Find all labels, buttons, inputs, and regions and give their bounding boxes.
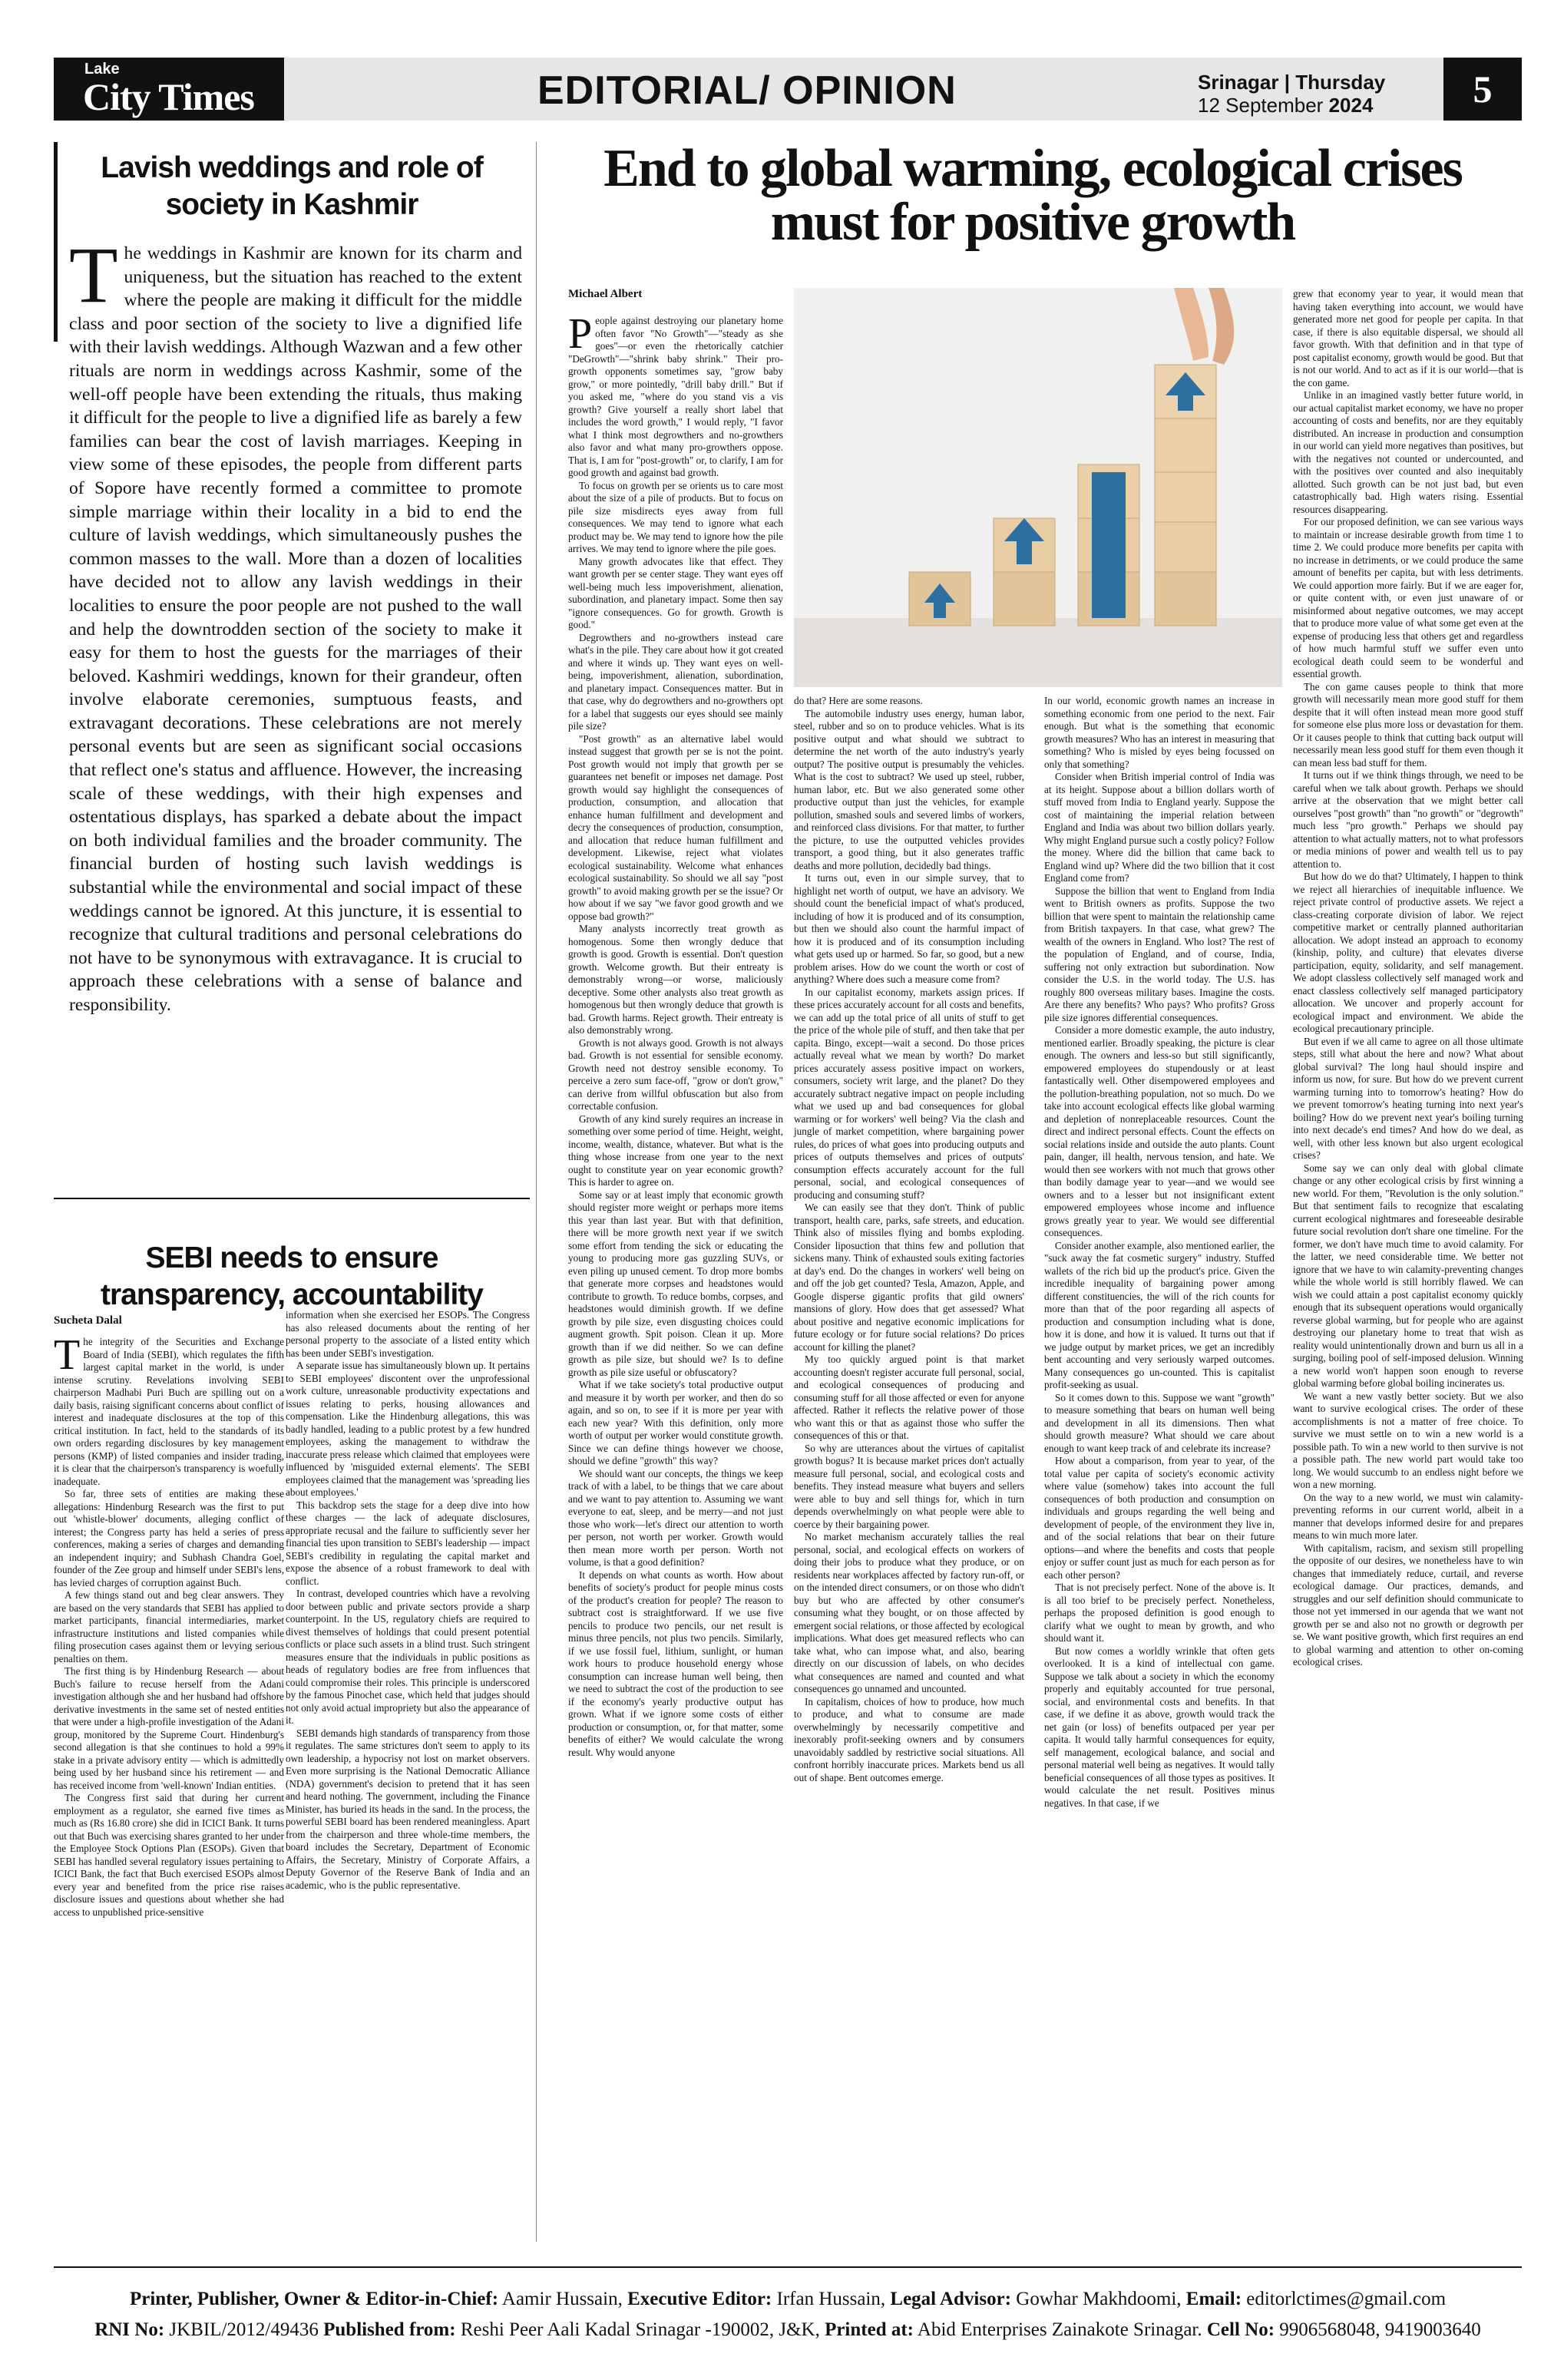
- date-line1: Srinagar | Thursday: [1198, 71, 1386, 94]
- footer-label: Published from:: [323, 2319, 456, 2340]
- paragraph: Unlike in an imagined vastly better future world, in our actual capitalist market economy, we have no proper accounting of costs and benefits, nor are they equitably distributed. An increase in production and consumption in our world can yield more negatives than positives, but with the negatives not counted or undercounted, and with the positives over counted and also inequitably allotted. Such growth can be not just bad, but even catastrophically bad. High waters rising. Essential resources disappearing.: [1293, 389, 1523, 515]
- paragraph: But even if we all came to agree on all those ultimate steps, still what about the here and now? What about global survival? The long haul should inspire and inform us now, for sure. But how do we prevent current warming turning into to tomorrow's heating? How do we prevent tomorrow's heating turning into next year's boiling? How do we prevent next year's boiling turning into next decade's end times? And how do we deal, as well, with other less known but also urgent ecological crises?: [1293, 1035, 1523, 1161]
- date-day: 12: [1198, 94, 1220, 117]
- paragraph: To focus on growth per se orients us to care most about the size of a pile of products. But to focus on pile size misdirects eyes away from full consequences. We may tend to ignore what each product may be. We may tend to ignore how the pile arrives. We may tend to ignore where the pile goes.: [568, 479, 783, 554]
- footer-value: Aamir Hussain,: [501, 2289, 623, 2309]
- paragraph: But how do we do that? Ultimately, I happen to think we reject all hierarchies of inequitable influence. We reject private control of productive assets. We reject a class-creating corporate division of labor. We reject competitive market or centrally planned authoritarian allocation. We adopt instead an approach to economy (kinship, polity, and culture) that elevates diverse participation, equity, solidarity, and self management. We adopt classless collectively self managed work and enact classless collectively self managed participatory allocation. We uncover and properly account for ecological impact and environment. We abide the ecological precautionary principle.: [1293, 871, 1523, 1034]
- footer-value: Reshi Peer Aali Kadal Srinagar -190002, J&K,: [460, 2319, 820, 2340]
- growth-column-1: [568, 310, 783, 1759]
- page-number: 5: [1443, 58, 1522, 121]
- paragraph: Many analysts incorrectly treat growth as homogenous. Some then wrongly deduce that growth is good. Growth is essential. Don't question growth. Welcome growth. But their entreaty is demonstrably wrong—or worse, maliciously deceptive. Some other analysts also treat growth as homogenous but then wrongly deduce that growth is bad. Growth harms. Reject growth. Their entreaty is also demonstrably wrong.: [568, 923, 783, 1036]
- paragraph: This backdrop sets the stage for a deep dive into how these charges — the lack of adequate disclosures, appropriate recusal and the failure to sufficiently sever her financial ties upon transition to SEBI's leadership — impact SEBI's credibility in regulating the capital market and expose the absence of a robust framework to deal with conflict.: [286, 1499, 530, 1587]
- paragraph: My too quickly argued point is that market accounting doesn't register accurate full personal, social, and ecological consequences of producing and consuming stuff for all those affected or even for anyone affected. Rather it reflects the relative power of those who want this or that as against those who suffer the consequences of this or that.: [794, 1354, 1024, 1441]
- article-body-weddings: [69, 231, 522, 1017]
- growth-column-3: [1044, 695, 1275, 1810]
- footer-value: Irfan Hussain,: [776, 2289, 886, 2309]
- paragraph: Many growth advocates like that effect. They want growth per se center stage. They want eyes off well-being much less impoverishment, alienation, subordination, and planetary impact. Some then say "ignore consequences. Go for growth. Growth is good.": [568, 555, 783, 630]
- paragraph: So far, three sets of entities are making these allegations: Hindenburg Research was the first to put out 'whistle-blower' documents, alleging conflict of interest; the Congress party has held a series of press conferences, making a series of charges and demanding an independent inquiry; and Subhash Chandra Goel, founder of the Zee group and himself under SEBI's lens, has levied charges of corruption against Buch.: [54, 1488, 284, 1588]
- footer-value: 9906568048, 9419003640: [1279, 2319, 1481, 2340]
- footer-label: Cell No:: [1206, 2319, 1275, 2340]
- paragraph: A few things stand out and beg clear answers. They are based on the very standards that SEBI has applied to market participants, financial intermediaries, market infrastructure institutions and listed companies while filing prosecution cases against them or levying serious penalties on them.: [54, 1589, 284, 1664]
- paragraph-text: he integrity of the Securities and Exchange Board of India (SEBI), which regulates the fifth largest capital market in the world, is under intense scrutiny. Revelations involving SEBI chairperson Madhabi Puri Buch are spilling out on a daily basis, raising significant concerns about conflict of interest and inadequate disclosures at the top of this critical institution. In fact, held to the standards of its own orders regarding disclosures by key management persons (KMP) of listed companies and insider trading, it is clear that the chairperson's transparency is woefully inadequate.: [54, 1336, 284, 1487]
- paragraph: That is not precisely perfect. None of the above is. It is all too brief to be precisely perfect. Nonetheless, perhaps the proposed definition is good enough to clarify what we ought to mean by growth, and who should want it.: [1044, 1582, 1275, 1644]
- date-month: September: [1225, 94, 1324, 117]
- footer-divider: [54, 2266, 1522, 2268]
- section-title: EDITORIAL/ OPINION: [537, 68, 957, 113]
- paragraph: [54, 1331, 284, 1488]
- article-title-sebi: SEBI needs to ensure transparency, accountability: [101, 1241, 483, 1311]
- paragraph: With capitalism, racism, and sexism still propelling the opposite of our desires, we nonetheless have to win changes that immediately reduce, curtail, and reverse ecological damage. Our practices, demands, and struggles and our self definition should communicate to those not yet immersed in our agenda that we want not growth per se and also not no growth or degrowth per se. We want positive growth, which first requires an end to global warming and attention to other on-coming ecological crises.: [1293, 1542, 1523, 1668]
- paragraph: information when she exercised her ESOPs. The Congress has also released documents about the renting of her personal property to the associate of a listed entity which has been under SEBI's investigation.: [286, 1309, 530, 1359]
- footer-label: RNI No:: [94, 2319, 165, 2340]
- paragraph: We can easily see that they don't. Think of public transport, health care, parks, safe streets, and education. Think also of missiles flying and bombs exploding. Consider liposuction that thins few and pollution that sickens many. Think of exhausted souls exiting factories at day's end. Do the changes in workers' well being on and off the job get counted? Tesla, Amazon, Apple, and Google disperse gigantic profits that gild owners' mansions of glory. How does that get assessed? What about positive and negative economic implications for future ecology or for future social relations? Do prices account for killing the planet?: [794, 1202, 1024, 1353]
- paragraph: In contrast, developed countries which have a revolving door between public and private sectors provide a sharp counterpoint. In the US, regulatory chiefs are required to divest themselves of holdings that could present potential conflicts or place such assets in a blind trust. Such stringent measures ensure that the individuals in public positions as heads of regulatory bodies are free from influences that could compromise their roles. This principle is underscored by the famous Pinochet case, which held that judges should not only avoid actual impropriety but also the appearance of it.: [286, 1588, 530, 1726]
- paragraph: In our capitalist economy, markets assign prices. If these prices accurately account for all costs and benefits, we can add up the total price of all units of stuff to get the price of the whole pile of stuff, and then take that per capita. Bingo, except—wait a second. Do those prices actually reveal what we mean by worth? Do market prices accurately assess positive impact on workers, consumers, society writ large, and the planet? Do they accurately subtract negative impact on people including what we used up and bad consequences for global warming or for workers' well being? Via the clash and jungle of market competition, where bargaining power rules, do prices of what goes into producing outputs and prices of outputs themselves and prices of outputs' consumption effects accurately account for the full personal, social, and ecological consequences of producing and consuming stuff?: [794, 986, 1024, 1201]
- paragraph: A separate issue has simultaneously blown up. It pertains to SEBI employees' discontent over the unprofessional work culture, unreasonable productivity expectations and issues relating to perks, housing allowances and compensation. Like the Hindenburg allegations, this was badly handled, leading to a public protest by a few hundred employees, asking the management to withdraw the inaccurate press release which claimed that employees were influenced by 'misguided external elements'. The SEBI employees claimed that the management was 'spreading lies about employees.': [286, 1360, 530, 1498]
- paragraph: So why are utterances about the virtues of capitalist growth bogus? It is because market prices don't actually measure full personal, social, and ecological costs and benefits. They instead measure what buyers and sellers were able to buy and sell things for, which in turn depends overwhelmingly on what people were able to coerce by their bargaining power.: [794, 1442, 1024, 1530]
- imprint-line-1: [54, 2284, 1522, 2315]
- paragraph: Suppose the billion that went to England from India went to British owners as profits. Suppose the two billion that were spent to maintain the relationship came from British taxpayers. In that case, what grew? The wealth of the owners in England. Who lost? The rest of the population of England, and of course, India, suffering not only extraction but subordination. Now consider the U.S. in the world today. The U.S. has roughly 800 overseas military bases. Imagine the costs. Are there any benefits? Who pays? Who profits? Gross pile size ignores differential consequences.: [1044, 884, 1275, 1023]
- paragraph: It depends on what counts as worth. How about benefits of society's product for people minus costs of the product's creation for people? The reason to subtract cost is straightforward. If we use five pencils to produce two pencils, our net result is minus three pencils, not plus two pencils. Similarly, if we use fossil fuel, lithium, sunlight, or human work hours to produce household energy whose consumption can increase human well being, then we need to subtract the cost of the production to see if the economy's yearly productive output has grown. What if we ignore some costs of either production or consumption, or, for that matter, some benefits of either? We would calculate the wrong result. Why would anyone: [568, 1568, 783, 1758]
- paragraph: SEBI demands high standards of transparency from those it regulates. The same strictures don't seem to apply to its own leadership, a hypocrisy not lost on market observers. Even more surprising is the National Democratic Alliance (NDA) government's decision to pretend that it has seen and heard nothing. The government, including the Finance Minister, has buried its heads in the sand. In the process, the powerful SEBI board has been rendered meaningless. Apart from the chairperson and three whole-time members, the board includes the Secretary, Department of Economic Affairs, the Secretary, Ministry of Corporate Affairs, a Deputy Governor of the Reserve Bank of India and an academic, who is the public representative.: [286, 1727, 530, 1891]
- footer-label: Executive Editor:: [627, 2289, 772, 2309]
- footer-label: Legal Advisor:: [890, 2289, 1012, 2309]
- paragraph: Some say or at least imply that economic growth should register more weight or perhaps more items this year than last year. But with that definition, there will be more growth next year if we switch some effort from tending the sick or educating the young to producing more gas guzzling SUVs, or even piling up unused cement. To drop more bombs that generate more corpses and headstones would contribute to growth. To reduce bombs, corpses, and headstones would diminish growth. If we define growth by pile size, even disgusting choices could augment growth. Spit poison. Clean it up. More growth than if we did neither. So we can define growth as pile size, but should we? Is to define growth as pile size useful or obfuscatory?: [568, 1188, 783, 1378]
- paragraph: So it comes down to this. Suppose we want "growth" to measure something that bears on human well being and development in all its dimensions. Then what should growth measure? What should we care about enough to want keep track of and celebrate its increase?: [1044, 1391, 1275, 1454]
- growth-blocks-illustration: [794, 288, 1282, 687]
- footer-value: Abid Enterprises Zainakote Srinagar.: [917, 2319, 1202, 2340]
- paragraph-text: eople against destroying our planetary home often favor "No Growth"—"steady as she goes"—or even the rhetorically catchier "DeGrowth"—"shrink baby shrink." Their pro-growth opponents sometimes say, "grow baby grow," or more pointedly, "drill baby drill." But if you asked me, "where do you stand vis a vis growth? Give yourself a really short label that includes the word growth," I would reply, "I favor what I think most degrowthers and no-growthers also favor and what many pro-growthers oppose. That is, I am for "post-growth" or, to clarify, I am for good growth and against bad growth.: [568, 315, 783, 478]
- date-year: 2024: [1328, 94, 1374, 117]
- paragraph: It turns out, even in our simple survey, that to highlight net worth of output, we have an advisory. We should count the beneficial impact of what's produced, including of how it is produced and of its consumption, but then we should also count the harmful impact of how it is produced and of its consumption including what gets used up or harmed. So far, so good, but a new problem arises. How do we count the worth or cost of anything? Where does such a measure come from?: [794, 872, 1024, 985]
- paragraph: "Post growth" as an alternative label would instead suggest that growth per se is not the point. Post growth would not imply that growth per se guarantees net benefit or imposes net damage. Post growth would say highlight the consequences of production, consumption, and allocation that enhance human fulfillment and development and decry the consequences of production, consumption, and allocation that reduce human fulfillment and development. Likewise, reject what violates ecological sustainability. Welcome what enhances ecological sustainability. So should we all say "post growth" to avoid making growth per se the issue? Or how about if we say "we favor good growth and we oppose bad growth?": [568, 732, 783, 922]
- paragraph: No market mechanism accurately tallies the real personal, social, and ecological effects on workers of doing their jobs to produce what they produce, or on residents near workplaces affected by factory run-off, or on the intended direct consumers, or on those who didn't buy but who are affected by other consumer's consuming what they bought, or on those affected by emergent social relations, or those affected by ecological implications. What does get measured reflects who can take what, who can impose what, and also, bearing directly on our discussion of labels, on who decides what consequences are named and counted and what consequences go unnamed and uncounted.: [794, 1531, 1024, 1694]
- growth-blocks-icon: [794, 288, 1282, 687]
- imprint-footer: [54, 2284, 1522, 2345]
- article-title-growth: End to global warming, ecological crises must for positive growth: [603, 139, 1462, 252]
- drop-cap: T: [69, 231, 118, 319]
- paragraph: Growth of any kind surely requires an increase in something over some period of time. Height, weight, income, wealth, distance, whatever. But what is the thing whose increase from one year to the next ought to constitute year on year economic growth? This is harder to agree on.: [568, 1112, 783, 1188]
- column-divider: [536, 142, 537, 2242]
- paragraph: Some say we can only deal with global climate change or any other ecological crisis by first winning a new world. For them, "Revolution is the only solution." But that sentiment fails to recognize that escalating current ecological nightmares and foreseeable desirable future social revolution don't share one timeline. For the former, we don't have much time to avoid calamity. For the latter, we need considerable time. We better not ignore that we have to win calamity-preventing changes while the whole world is still horribly flawed. We can wish we could attain a post capitalist economy quickly enough that its subsequent operations would organically reverse global warming, but for people who are against destroying our planetary home to treat that wish as reality would unintentionally drown and burn us all in a surging, boiling pool of self-imposed delusion. Winning a new world won't happen soon enough to reverse global warming before global boiling incinerates us.: [1293, 1162, 1523, 1389]
- email-link[interactable]: editorlctimes@gmail.com: [1246, 2289, 1447, 2309]
- paragraph: [69, 231, 522, 1017]
- paragraph: Growth is not always good. Growth is not always bad. Growth is not essential for sensible economy. Growth need not destroy sensible economy. To perceive a zero sum face-off, "grow or don't grow," can derive from willful obfuscation but also from correctable confusion.: [568, 1036, 783, 1112]
- paragraph: The automobile industry uses energy, human labor, steel, rubber and so on to produce vehicles. What is its positive output and what should we subtract to determine the net worth of the auto industry's yearly output? The positive output is presumably the vehicles. What is the cost to subtract? We used up steel, rubber, human labor, etc. But we also generated some other productive output than just the vehicles, for example pollution, smashed souls and severed limbs of workers, and reinforced class divisions. For that matter, to further the picture, to use the outputted vehicles provides transport, a good thing, but it also generates traffic deaths and more pollution, decidedly bad things.: [794, 707, 1024, 871]
- paragraph: For our proposed definition, we can see various ways to maintain or increase desirable growth from time 1 to time 2. We could produce more benefits per capita with no increase in detriments, or we could produce the same amount of benefits per capita, but with less detriments. We could apportion more fairly. But if we are eager for, or quite content with, or even just unaware of or misinformed about negative outcomes, we may accept that to produce more value of what some get even at the expense of producing less that others get and regardless of how much harmful stuff we suffer even unto ecological death could seem to be wonderful and essential growth.: [1293, 516, 1523, 679]
- paragraph: In our world, economic growth names an increase in something economic from one period to the next. Fair enough. But what is the something that economic growth measures? Who has an interest in measuring that something? Who is misled by eyes being focussed on only that something?: [1044, 695, 1275, 770]
- article-title-weddings: Lavish weddings and role of society in Kashmir: [101, 151, 483, 221]
- logo-top-text: Lake: [84, 61, 120, 78]
- drop-cap: P: [568, 310, 593, 358]
- paragraph: How about a comparison, from year to year, of the total value per capita of society's economic activity where value (somehow) takes into account the full consequences of both production and consumption on individuals and groups regarding the well being and development of people, of the environment they live in, and of the social relations that bear on their future options—and where the benefits and costs that people enjoy or suffer count just as much for each person as for each other person?: [1044, 1455, 1275, 1581]
- paragraph: In capitalism, choices of how to produce, how much to produce, and what to consume are made overwhelmingly by necessarily competitive and inexorably profit-seeking owners and by consumers unavoidably saddled by restrictive social situations. All confront horribly inaccurate prices. Markets bend us all out of shape. Bent outcomes emerge.: [794, 1695, 1024, 1783]
- paragraph: The Congress first said that during her current employment as a regulator, she earned five times as much as (Rs 16.80 crore) she did in ICICI Bank. It turns out that Buch was exercising shares granted to her under the Employee Stock Options Plan (ESOPs). Given that SEBI has handled several regulatory issues pertaining to ICICI Bank, the fact that Buch exercised ESOPs almost every year and benefited from the price rise raises disclosure issues and questions about whether she had access to unpublished price-sensitive: [54, 1792, 284, 1918]
- paragraph: Degrowthers and no-growthers instead care what's in the pile. They care about how it got created and where it winds up. They want eyes on well-being, impoverishment, alienation, subordination, and planetary impact. Consequences matter. But in that case, why do degrowthers and no-growthers opt for a label that suggests our eyes should see mainly pile size?: [568, 631, 783, 732]
- growth-column-2: [794, 695, 1024, 1784]
- logo-main-text: City Times: [83, 75, 254, 118]
- paragraph: What if we take society's total productive output and measure it by worth per worker, and then do so again, and so on, to see if it is more per year with each new year? With this definition, only more worth of output per worker would constitute growth. Since we can define things however we choose, should we define "growth" this way?: [568, 1379, 783, 1466]
- paragraph: We want a new vastly better society. But we also want to survive ecological crises. The order of these accomplishments is not a matter of free choice. To survive we must settle on to win a new world is a possible path. To win a new world to then survive is not a possible path. The new world part would take too long. We would succumb to an endless night before we won a new morning.: [1293, 1390, 1523, 1490]
- paragraph: grew that economy year to year, it would mean that having taken everything into account, we would have generated more net good for people per capita. In that case, if there is also equitable dispersal, we should all favor growth. With that definition and in that type of post capitalist economy, growth would be good. But that is not our world. And to act as if it is our world—that is the con game.: [1293, 288, 1523, 388]
- drop-cap: T: [54, 1331, 81, 1379]
- footer-label: Printer, Publisher, Owner & Editor-in-Chief:: [129, 2289, 499, 2309]
- sebi-column-1: [54, 1331, 284, 1919]
- footer-value: JKBIL/2012/49436: [169, 2319, 319, 2340]
- paragraph: The first thing is by Hindenburg Research — about Buch's failure to recuse herself from the Adani investigation although she and her husband had offshore derivative investments in the same set of nested entities that were under a high-profile investigation of the Adani group, monitored by the Supreme Court. Hindenburg's second allegation is that she continues to hold a 99% stake in a private advisory entity — which is admittedly being used by her husband since his retirement — and has received income from 'well-known' Indian entities.: [54, 1665, 284, 1791]
- sebi-column-2: [286, 1309, 530, 1892]
- imprint-line-2: [54, 2315, 1522, 2345]
- growth-column-4: [1293, 288, 1523, 1669]
- paragraph: On the way to a new world, we must win calamity-preventing reforms in our current world, albeit in a manner that develops informed desire for and prepares means to win much more later.: [1293, 1491, 1523, 1541]
- paragraph: Consider when British imperial control of India was at its height. Suppose about a billion dollars worth of stuff moved from India to England yearly. Suppose the cost of maintaining the imperial relation between England and India was about two billion dollars yearly. Why might England pursue such a costly policy? Follow the money. Where did the billion that came back to England wind up? Where did the two billion that it cost England come from?: [1044, 771, 1275, 884]
- footer-value: Gowhar Makhdoomi,: [1016, 2289, 1182, 2309]
- section-divider: [54, 1198, 530, 1199]
- paragraph: Consider a more domestic example, the auto industry, mentioned earlier. Broadly speaking, the picture is clear enough. The owners and less-so but still significantly, empowered employees do stupendously or at least fantastically well. Other disempowered employees and the pollution-breathing population, not so much. Do we take into account ecological effects like global warming and depletion of nonreplaceable resources. Count the direct and indirect personal effects. Count the effects on social relations inside and outside the auto plants. Count pain, danger, ill health, nervous tension, and hate. We would then see workers with not much that grows other than bodily damage year to year—and we would see owners and to a lesser but not insignificant extent empowered employees whose income and influence grows greatly year to year. We would see differential consequences.: [1044, 1024, 1275, 1238]
- paragraph: The con game causes people to think that more growth will necessarily mean more good stuff for them despite that it will often instead mean more good stuff for someone else plus more loss or devastation for them. Or it causes people to think that cutting back output will necessarily mean less good stuff for them even though it can mean less bad stuff for them.: [1293, 680, 1523, 769]
- paragraph: We should want our concepts, the things we keep track of with a label, to be things that we care about and we want to pay attention to. Assuming we want everyone to eat, sleep, and be merry—and not just those who work—let's direct our attention to worth per person, not worth per worker. Growth would then mean more worth per person. Worth not volume, is that a good definition?: [568, 1467, 783, 1568]
- paragraph-text: he weddings in Kashmir are known for its charm and uniqueness, but the situation has reached to the extent where the people are making it difficult for the middle class and poor section of the society to live a dignified life with their lavish weddings. Although Wazwan and a few other rituals are norm in weddings across Kashmir, some of the well-off people have been extending the rituals, thus making it difficult for the people to live a dignified life as barely a few families can bear the cost of lavish marriages. Keeping in view some of these episodes, the people from different parts of Sopore have recently formed a committee to promote simple marriage within their locality in a bid to end the culture of lavish weddings, which simultaneously pushes the common masses to the wall. More than a dozen of localities have decided not to allow any lavish weddings in their localities to ensure the poor people are not pushed to the wall and help the downtrodden section of the society to make it easy for them to host the guests for the marriages of their beloved. Kashmiri weddings, known for their grandeur, often involve elaborate ceremonies, sumptuous feasts, and extravagant decorations. These celebrations are not merely personal events but are seen as significant social occasions that reflect one's status and affluence. However, the increasing scale of these weddings, with their high expenses and ostentatious displays, has sparked a debate about the impact on both individual families and the broader community. The financial burden of hosting such lavish weddings is substantial while the environmental and social impact of these weddings cannot be ignored. At this juncture, it is essential to recognize that cultural traditions and personal celebrations do not have to be synonymous with extravagance. It is crucial to approach these celebrations with a sense of balance and responsibility.: [69, 243, 522, 1015]
- dateline: [1198, 71, 1385, 117]
- paragraph: But now comes a worldly wrinkle that often gets overlooked. It is a kind of intellectual con game. Suppose we talk about a society in which the economy properly and equitably accounted for true personal, social, and environmental costs and benefits. In that case, if we define it as above, growth would track the net gain (or loss) of benefits outpaced per year per capita. It would tally harmful consequences for equity, self management, ecological balance, and social and personal material well being as negatives. It would tally beneficial consequences of all those types as positives. It would calculate the net result. Positives minus negatives. In that case, if we: [1044, 1645, 1275, 1809]
- paragraph: Consider another example, also mentioned earlier, the "suck away the fat cosmetic surgery" industry. Stuffed wallets of the rich bid up the product's price. Given the incredible inequality of bargaining power among different constituencies, the will of the rich counts for more than that of the poor regarding all aspects of production and consumption including what is done, how it is done, and how it is valued. It turns out that if we judge output by market prices, we get an incredibly bent accounting and very seriously warped outcomes. Many consequences go un-counted. This is capitalist profit-seeking as usual.: [1044, 1239, 1275, 1390]
- newspaper-logo[interactable]: [54, 58, 284, 121]
- paragraph: It turns out if we think things through, we need to be careful when we talk about growth. Perhaps we should arrive at the observation that we might better call ourselves "post growth" than "no growth" or "degrowth" much less "pro growth." Perhaps we should pay attention to what actually matters, not to what professors or media minions of power and wealth tell us to pay attention to.: [1293, 769, 1523, 870]
- paragraph: do that? Here are some reasons.: [794, 695, 923, 706]
- footer-label: Email:: [1185, 2289, 1242, 2309]
- byline-growth: Michael Albert: [568, 288, 643, 300]
- footer-label: Printed at:: [825, 2319, 914, 2340]
- byline-sebi: Sucheta Dalal: [54, 1314, 122, 1327]
- article-accent-bar: [54, 142, 58, 342]
- paragraph: [568, 310, 783, 480]
